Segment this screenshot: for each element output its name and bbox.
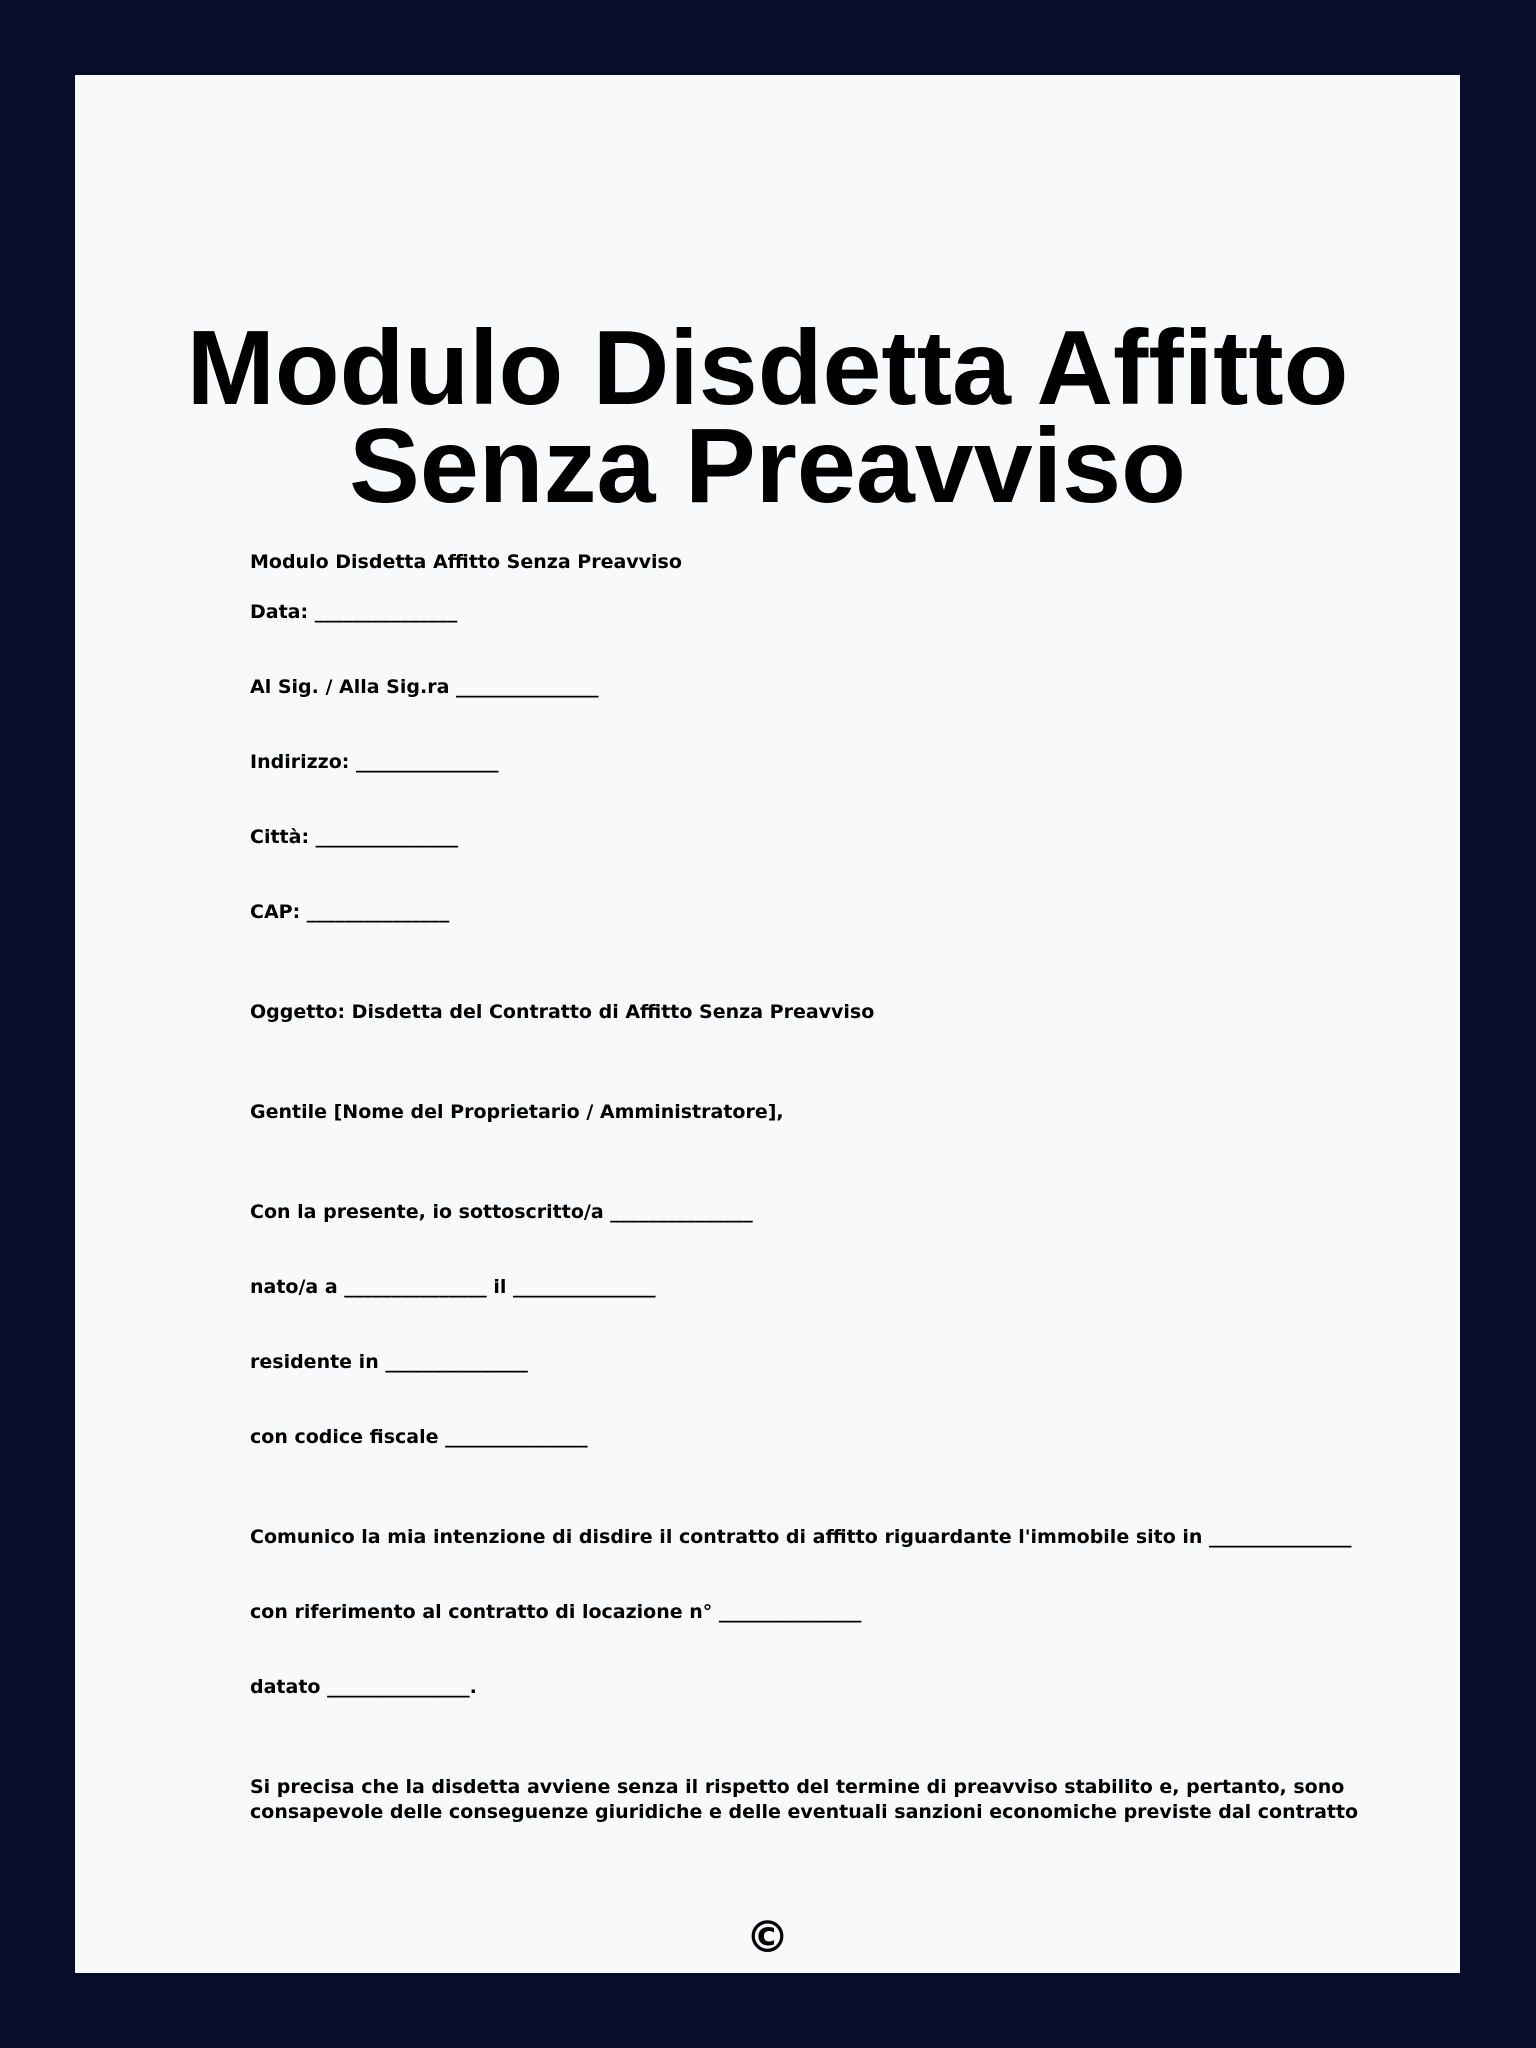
- form-header: Modulo Disdetta Affitto Senza Preavviso: [250, 551, 682, 573]
- document-title-line-2: Senza Preavviso: [349, 407, 1186, 525]
- contract-reference-field: con riferimento al contratto di locazione n° _______________: [250, 1601, 862, 1623]
- greeting-line: Gentile [Nome del Proprietario / Amministratore],: [250, 1101, 784, 1123]
- tax-code-field: con codice fiscale _______________: [250, 1426, 588, 1448]
- document-page: [75, 75, 1460, 1973]
- city-field: Città: _______________: [250, 826, 459, 848]
- undersigned-field: Con la presente, io sottoscritto/a _______________: [250, 1201, 753, 1223]
- copyright-symbol: ©: [745, 1912, 790, 1963]
- notice-paragraph-line-2: consapevole delle conseguenze giuridiche e delle eventuali sanzioni economiche previste dal contratto: [250, 1801, 1359, 1823]
- residence-field: residente in _______________: [250, 1351, 528, 1373]
- recipient-field: Al Sig. / Alla Sig.ra _______________: [250, 676, 599, 698]
- document-title-line-1: Modulo Disdetta Affitto: [186, 309, 1349, 427]
- date-field: Data: _______________: [250, 601, 458, 623]
- contract-date-field: datato _______________.: [250, 1676, 477, 1698]
- cap-field: CAP: _______________: [250, 901, 450, 923]
- subject-line: Oggetto: Disdetta del Contratto di Affitto Senza Preavviso: [250, 1001, 875, 1023]
- birth-field: nato/a a _______________ il _______________: [250, 1276, 656, 1298]
- intent-field: Comunico la mia intenzione di disdire il contratto di affitto riguardante l'immobile sito in _______________: [250, 1526, 1352, 1548]
- address-field: Indirizzo: _______________: [250, 751, 499, 773]
- notice-paragraph: [250, 1775, 1359, 1825]
- notice-paragraph-line-1: Si precisa che la disdetta avviene senza il rispetto del termine di preavviso stabilito e, pertanto, sono: [250, 1776, 1345, 1798]
- document-title: [75, 309, 1460, 525]
